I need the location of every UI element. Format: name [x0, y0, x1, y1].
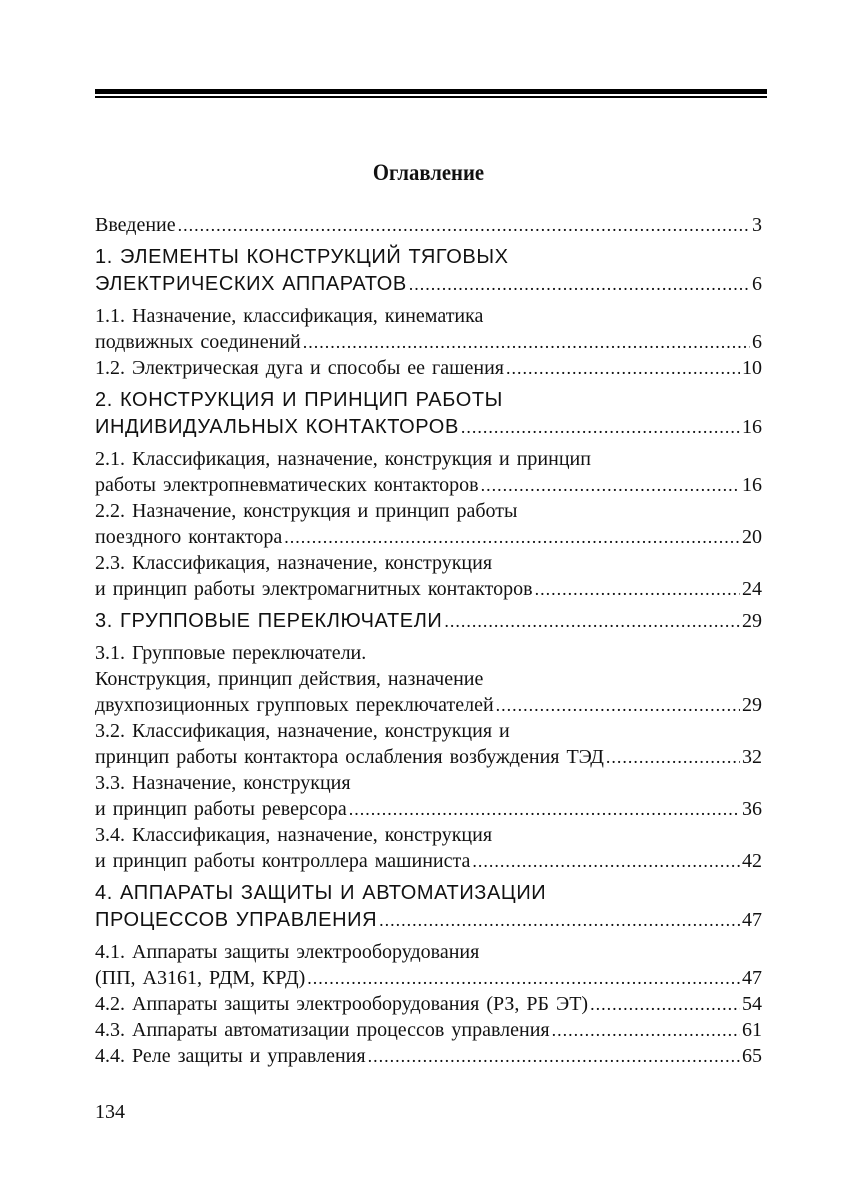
toc-entry-last-line	[95, 1043, 762, 1069]
toc-entry-text: двухпозиционных групповых переключателей	[95, 694, 494, 716]
toc-page-number: 6	[752, 273, 762, 295]
dot-leader	[379, 907, 740, 934]
toc-section[interactable]	[95, 939, 762, 991]
dot-leader	[307, 965, 740, 991]
toc-entry-line: 4. АППАРАТЫ ЗАЩИТЫ И АВТОМАТИЗАЦИИ	[95, 882, 547, 904]
toc-section[interactable]	[95, 718, 762, 770]
toc-entry-last-line	[95, 692, 762, 718]
toc-entry-text: ЭЛЕКТРИЧЕСКИХ АППАРАТОВ	[95, 273, 407, 295]
toc-page-number: 20	[742, 526, 762, 548]
dot-leader	[349, 796, 740, 822]
page-number: 134	[95, 1101, 125, 1123]
toc-entry-text: поездного контактора	[95, 526, 283, 548]
toc-entry-last-line	[95, 329, 762, 355]
page-title: Оглавление	[372, 160, 485, 185]
toc-section[interactable]	[95, 991, 762, 1017]
toc-chapter[interactable]	[95, 387, 762, 441]
toc-section[interactable]	[95, 640, 762, 718]
toc-section[interactable]	[95, 303, 762, 355]
toc-entry-line: 3.2. Классификация, назначение, конструкция и	[95, 720, 510, 742]
toc-entry-text: и принцип работы реверсора	[95, 798, 347, 820]
header-rule-thin	[95, 96, 767, 98]
dot-leader	[535, 576, 740, 602]
toc-entry-last-line	[95, 472, 762, 498]
toc-entry-line: Конструкция, принцип действия, назначение	[95, 668, 484, 690]
toc-page-number: 61	[742, 1019, 762, 1041]
toc-entry-text: и принцип работы электромагнитных контакторов	[95, 578, 533, 600]
toc-page-number: 3	[752, 214, 762, 236]
toc-page-number: 36	[742, 798, 762, 820]
table-of-contents	[95, 212, 762, 1069]
toc-page-number: 47	[742, 909, 762, 931]
dot-leader	[496, 692, 740, 718]
toc-entry-text: 4.3. Аппараты автоматизации процессов управления	[95, 1019, 550, 1041]
toc-page-number: 10	[742, 357, 762, 379]
toc-page-number: 16	[742, 474, 762, 496]
toc-entry-last-line	[95, 796, 762, 822]
dot-leader	[409, 271, 750, 298]
toc-entry-text: работы электропневматических контакторов	[95, 474, 479, 496]
toc-page-number: 47	[742, 967, 762, 989]
toc-entry-last-line	[95, 991, 762, 1017]
toc-entry-line: 3.4. Классификация, назначение, конструкция	[95, 824, 493, 846]
dot-leader	[461, 414, 740, 441]
toc-entry-line: 1. ЭЛЕМЕНТЫ КОНСТРУКЦИЙ ТЯГОВЫХ	[95, 246, 509, 268]
toc-entry-text: 3. ГРУППОВЫЕ ПЕРЕКЛЮЧАТЕЛИ	[95, 610, 443, 632]
toc-entry-last-line	[95, 212, 762, 238]
toc-entry-line: 1.1. Назначение, классификация, кинематика	[95, 305, 484, 327]
toc-page-number: 16	[742, 416, 762, 438]
dot-leader	[481, 472, 740, 498]
dot-leader	[472, 848, 740, 874]
toc-entry-text: ПРОЦЕССОВ УПРАВЛЕНИЯ	[95, 909, 378, 931]
dot-leader	[552, 1017, 740, 1043]
toc-section[interactable]	[95, 355, 762, 381]
toc-section[interactable]	[95, 446, 762, 498]
toc-chapter[interactable]	[95, 880, 762, 934]
toc-entry-text: 1.2. Электрическая дуга и способы ее гашения	[95, 357, 504, 379]
toc-chapter[interactable]	[95, 244, 762, 298]
toc-entry-last-line	[95, 271, 762, 298]
toc-entry-text: (ПП, А3161, РДМ, КРД)	[95, 967, 306, 989]
dot-leader	[590, 991, 740, 1017]
toc-entry-last-line	[95, 524, 762, 550]
toc-entry-last-line	[95, 1017, 762, 1043]
toc-entry-text: 4.2. Аппараты защиты электрооборудования (РЗ, РБ ЭТ)	[95, 993, 589, 1015]
toc-entry-last-line	[95, 608, 762, 635]
toc-entry-line: 2.1. Классификация, назначение, конструкция и принцип	[95, 448, 591, 470]
toc-page-number: 24	[742, 578, 762, 600]
toc-entry-line: 2. КОНСТРУКЦИЯ И ПРИНЦИП РАБОТЫ	[95, 389, 503, 411]
dot-leader	[284, 524, 740, 550]
toc-entry-line: 3.3. Назначение, конструкция	[95, 772, 351, 794]
toc-page-number: 42	[742, 850, 762, 872]
toc-entry-last-line	[95, 576, 762, 602]
toc-entry-last-line	[95, 744, 762, 770]
dot-leader	[178, 212, 750, 238]
toc-entry-last-line	[95, 965, 762, 991]
toc-entry-line: 3.1. Групповые переключатели.	[95, 642, 367, 664]
toc-entry-line: 2.3. Классификация, назначение, конструкция	[95, 552, 493, 574]
toc-page-number: 32	[742, 746, 762, 768]
toc-section[interactable]	[95, 550, 762, 602]
toc-section[interactable]	[95, 498, 762, 550]
toc-page-number: 6	[752, 331, 762, 353]
header-rule-thick	[95, 89, 767, 94]
toc-entry-last-line	[95, 848, 762, 874]
toc-intro[interactable]	[95, 212, 762, 238]
dot-leader	[303, 329, 750, 355]
toc-section[interactable]	[95, 770, 762, 822]
toc-page-number: 65	[742, 1045, 762, 1067]
toc-entry-last-line	[95, 355, 762, 381]
toc-chapter[interactable]	[95, 608, 762, 635]
toc-entry-text: принцип работы контактора ослабления возбуждения ТЭД	[95, 746, 604, 768]
toc-page-number: 29	[742, 610, 762, 632]
toc-entry-text: Введение	[95, 214, 176, 236]
toc-entry-text: подвижных соединений	[95, 331, 301, 353]
toc-entry-last-line	[95, 907, 762, 934]
toc-section[interactable]	[95, 1017, 762, 1043]
toc-entry-text: и принцип работы контроллера машиниста	[95, 850, 471, 872]
toc-entry-text: 4.4. Реле защиты и управления	[95, 1045, 366, 1067]
toc-section[interactable]	[95, 1043, 762, 1069]
toc-section[interactable]	[95, 822, 762, 874]
toc-page-number: 29	[742, 694, 762, 716]
toc-page-number: 54	[742, 993, 762, 1015]
dot-leader	[368, 1043, 740, 1069]
dot-leader	[506, 355, 740, 381]
dot-leader	[606, 744, 740, 770]
toc-entry-line: 2.2. Назначение, конструкция и принцип работы	[95, 500, 518, 522]
toc-entry-line: 4.1. Аппараты защиты электрооборудования	[95, 941, 480, 963]
dot-leader	[444, 608, 740, 635]
toc-entry-last-line	[95, 414, 762, 441]
toc-entry-text: ИНДИВИДУАЛЬНЫХ КОНТАКТОРОВ	[95, 416, 459, 438]
